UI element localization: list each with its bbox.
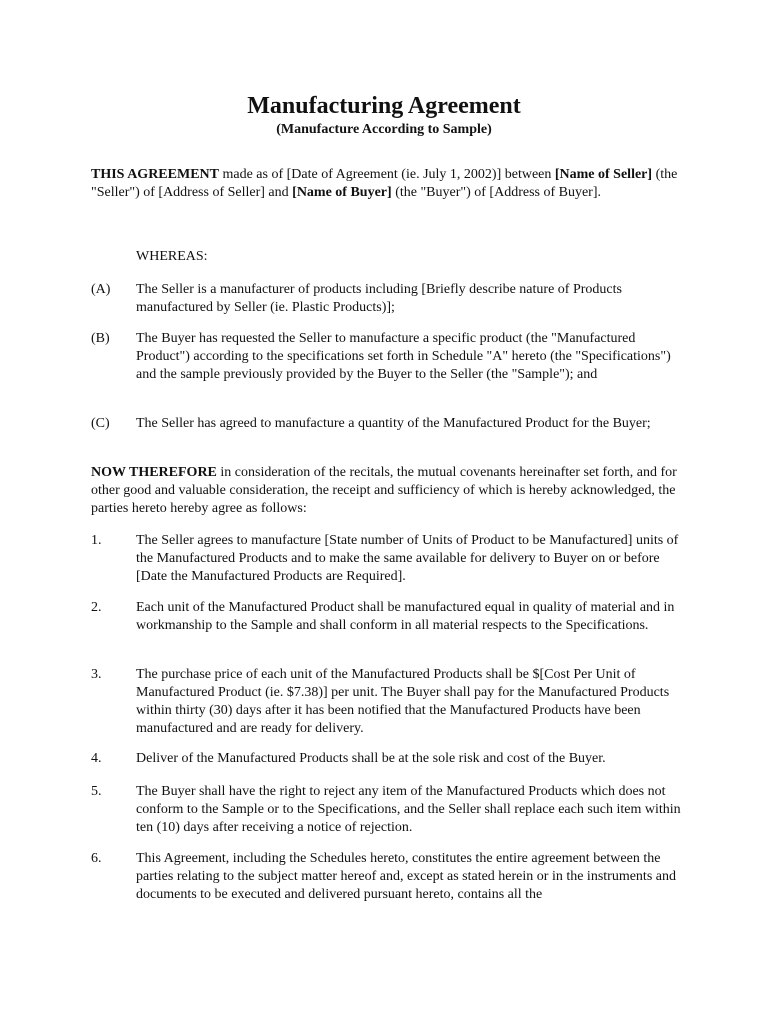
clause-number: 3. xyxy=(91,667,102,682)
clause-text: Deliver of the Manufactured Products shall be at the sole risk and cost of the Buyer. xyxy=(136,751,606,766)
intro-text-3: (the "Buyer") of [Address of Buyer]. xyxy=(391,185,602,200)
clause-number: 1. xyxy=(91,533,102,548)
clause-text: This Agreement, including the Schedules hereto, constitutes the entire agreement between the parties relating to the subject matter hereof and, except as stated herein or in the instruments and documents to be executed and delivered pursuant hereto, contains all the xyxy=(136,851,676,902)
recital-text: The Buyer has requested the Seller to manufacture a specific product (the "Manufactured Product") according to the specifications set forth in Schedule "A" hereto (the "Specifications") and the sample previously provided by the Buyer to the Seller (the "Sample"); and xyxy=(136,331,671,382)
now-therefore-text: in consideration of the recitals, the mutual covenants hereinafter set forth, and for other good and valuable consideration, the receipt and sufficiency of which is hereby acknowledged, the parties hereto hereby agree as follows: xyxy=(91,465,677,516)
intro-text-1: made as of [Date of Agreement (ie. July 1, 2002)] between xyxy=(218,167,555,182)
clause-number: 6. xyxy=(91,851,102,866)
intro-text-2: (the "Seller") of [Address of Seller] and xyxy=(91,167,678,200)
intro-paragraph xyxy=(91,166,681,202)
clause-text: The purchase price of each unit of the Manufactured Products shall be $[Cost Per Unit of Manufactured Product (ie. $7.38)] per unit. The Buyer shall pay for the Manufactured Products within thirty (30) days after it has been notified that the Manufactured Products have been manufactured and are ready for delivery. xyxy=(136,667,670,736)
clause-number: 4. xyxy=(91,751,102,766)
document-title: Manufacturing Agreement xyxy=(247,93,521,119)
intro-lead: THIS AGREEMENT xyxy=(91,167,219,182)
now-therefore-paragraph xyxy=(91,464,691,518)
recital-text: The Seller has agreed to manufacture a quantity of the Manufactured Product for the Buyer; xyxy=(136,416,651,431)
clause-text: The Seller agrees to manufacture [State number of Units of Product to be Manufactured] units of the Manufactured Products and to make the same available for delivery to Buyer on or before [Date the Manufactured Products are Required]. xyxy=(136,533,679,584)
document-subtitle: (Manufacture According to Sample) xyxy=(276,122,492,137)
clause-number: 2. xyxy=(91,600,102,615)
seller-name-placeholder: [Name of Seller] xyxy=(554,167,653,182)
whereas-heading: WHEREAS: xyxy=(136,249,208,264)
clause-text: Each unit of the Manufactured Product shall be manufactured equal in quality of material and in workmanship to the Sample and shall conform in all material respects to the Specifications. xyxy=(136,600,675,633)
clause-number: 5. xyxy=(91,784,102,799)
clause-text: The Buyer shall have the right to reject any item of the Manufactured Products which does not conform to the Sample or to the Specifications, and the Seller shall replace each such item within ten (10) days after receiving a notice of rejection. xyxy=(136,784,681,835)
now-therefore-lead: NOW THEREFORE xyxy=(91,465,217,480)
buyer-name-placeholder: [Name of Buyer] xyxy=(292,185,392,200)
recital-label: (B) xyxy=(91,331,110,346)
recital-text: The Seller is a manufacturer of products including [Briefly describe nature of Products manufactured by Seller (ie. Plastic Products)]; xyxy=(136,282,622,315)
recital-label: (C) xyxy=(91,416,110,431)
recital-label: (A) xyxy=(91,282,111,297)
